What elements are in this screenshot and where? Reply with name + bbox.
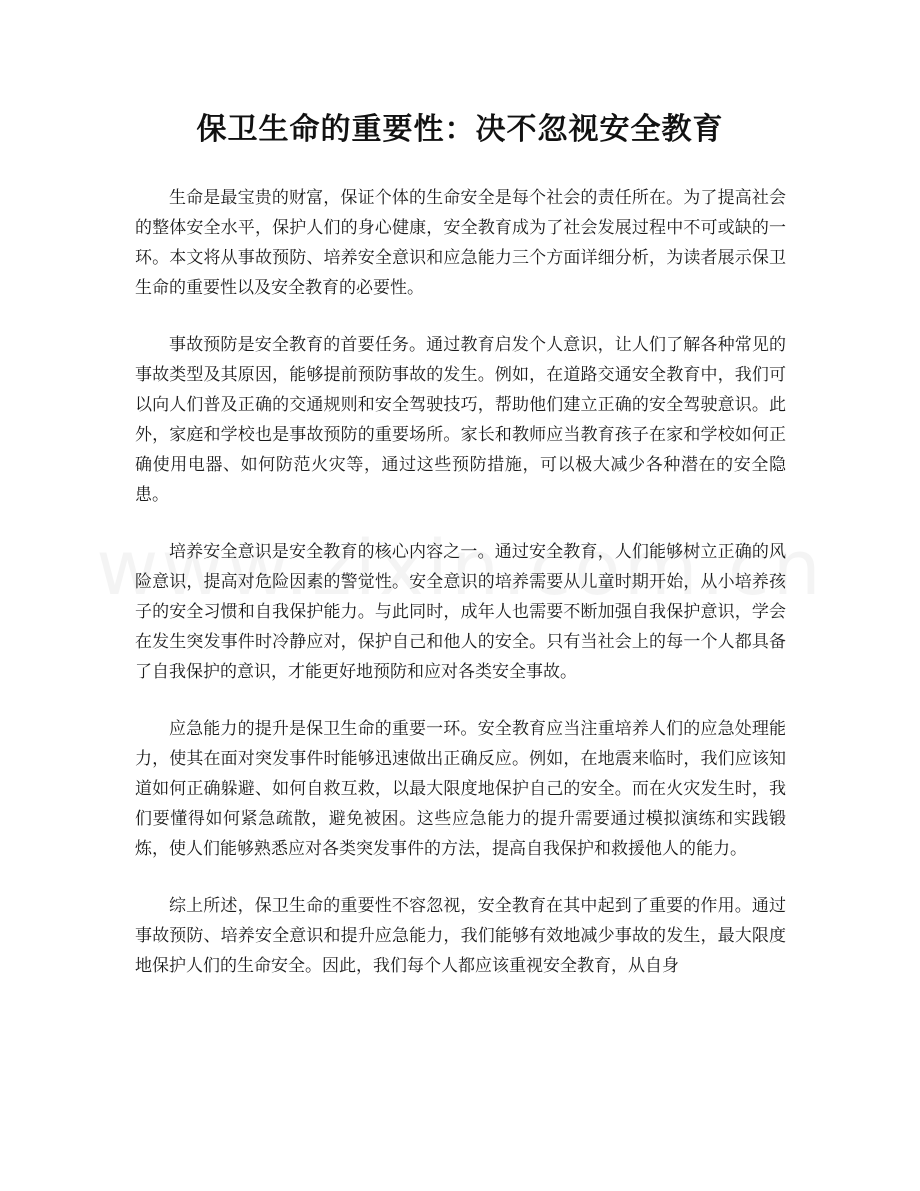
paragraph-conclusion: 综上所述，保卫生命的重要性不容忽视，安全教育在其中起到了重要的作用。通过事故预防、培养安全意识和提升应急能力，我们能够有效地减少事故的发生，最大限度地保护人们的生命安全。因此，我们每个人都应该重视安全教育，从自身 [135,896,786,976]
paragraph-emergency-ability: 应急能力的提升是保卫生命的重要一环。安全教育应当注重培养人们的应急处理能力，使其在面对突发事件时能够迅速做出正确反应。例如，在地震来临时，我们应该知道如何正确躲避、如何自救互救，以最大限度地保护自己的安全。而在火灾发生时，我们要懂得如何紧急疏散，避免被困。这些应急能力的提升需要通过模拟演练和实践锻炼，使人们能够熟悉应对各类突发事件的方法，提高自我保护和救援他人的能力。 [135,719,786,859]
document-title: 保卫生命的重要性：决不忽视安全教育 [196,112,724,147]
document-body [135,183,786,1008]
paragraph-safety-awareness: 培养安全意识是安全教育的核心内容之一。通过安全教育，人们能够树立正确的风险意识，提高对危险因素的警觉性。安全意识的培养需要从儿童时期开始，从小培养孩子的安全习惯和自我保护能力。与此同时，成年人也需要不断加强自我保护意识，学会在发生突发事件时冷静应对，保护自己和他人的安全。只有当社会上的每一个人都具备了自我保护的意识，才能更好地预防和应对各类安全事故。 [135,542,786,682]
paragraph-accident-prevention: 事故预防是安全教育的首要任务。通过教育启发个人意识，让人们了解各种常见的事故类型及其原因，能够提前预防事故的发生。例如，在道路交通安全教育中，我们可以向人们普及正确的交通规则和安全驾驶技巧，帮助他们建立正确的安全驾驶意识。此外，家庭和学校也是事故预防的重要场所。家长和教师应当教育孩子在家和学校如何正确使用电器、如何防范火灾等，通过这些预防措施，可以极大减少各种潜在的安全隐患。 [135,335,786,505]
paragraph-intro: 生命是最宝贵的财富，保证个体的生命安全是每个社会的责任所在。为了提高社会的整体安全水平，保护人们的身心健康，安全教育成为了社会发展过程中不可或缺的一环。本文将从事故预防、培养安全意识和应急能力三个方面详细分析，为读者展示保卫生命的重要性以及安全教育的必要性。 [135,188,786,298]
